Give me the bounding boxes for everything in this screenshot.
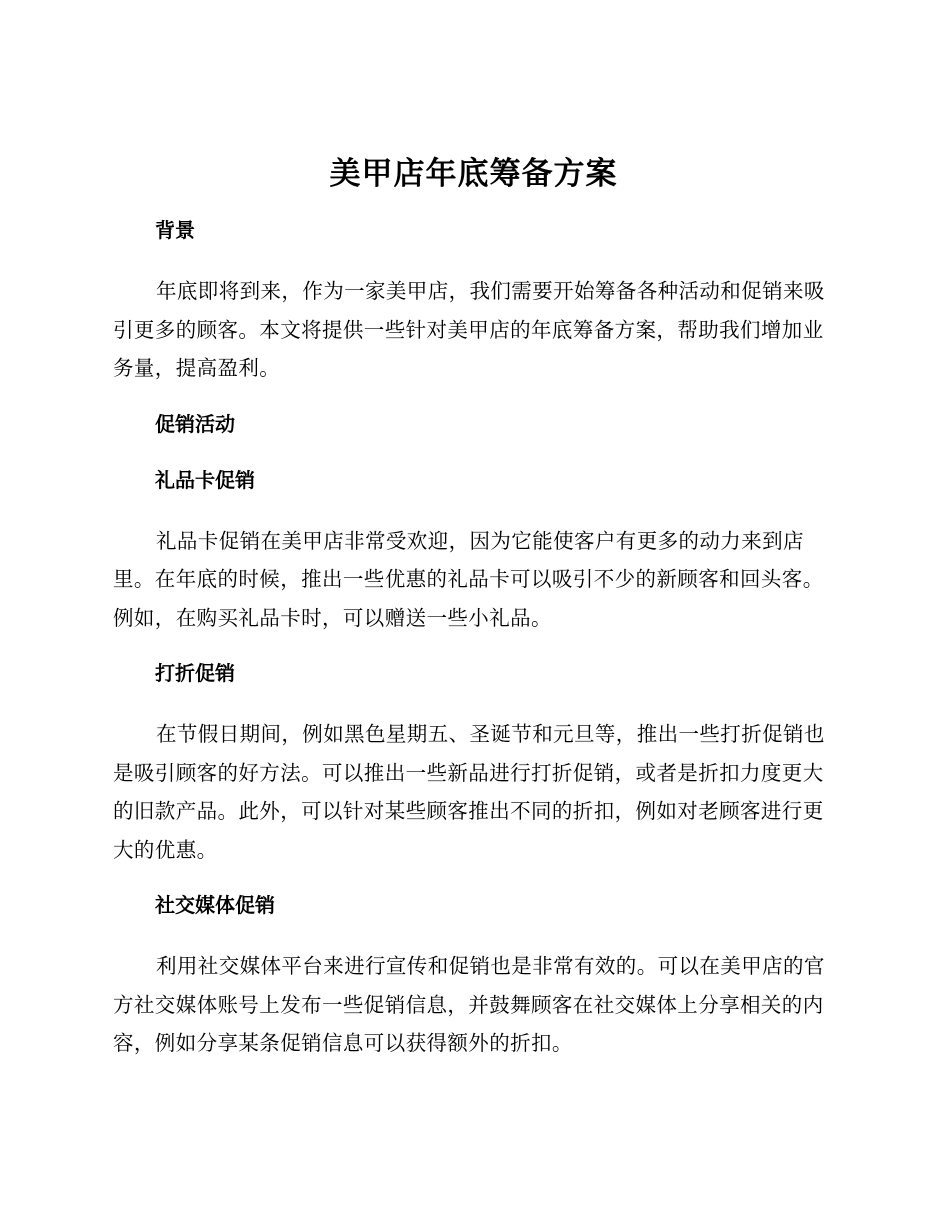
subsection-heading-giftcard: 礼品卡促销 bbox=[155, 467, 255, 492]
paragraph-giftcard: 礼品卡促销在美甲店非常受欢迎，因为它能使客户有更多的动力来到店里。在年底的时候，推出一些优惠的礼品卡可以吸引不少的新顾客和回头客。例如，在购买礼品卡时，可以赠送一些小礼品。 bbox=[113, 528, 824, 630]
subsection-heading-discount: 打折促销 bbox=[155, 661, 235, 685]
paragraph-background: 年底即将到来，作为一家美甲店，我们需要开始筹备各种活动和促销来吸引更多的顾客。本文将提供一些针对美甲店的年底筹备方案，帮助我们增加业务量，提高盈利。 bbox=[113, 279, 825, 380]
section-heading-promotions: 促销活动 bbox=[155, 411, 235, 436]
document-title: 美甲店年底筹备方案 bbox=[329, 156, 618, 192]
subsection-heading-social-media: 社交媒体促销 bbox=[155, 893, 275, 917]
section-heading-background: 背景 bbox=[155, 218, 195, 242]
paragraph-social-media: 利用社交媒体平台来进行宣传和促销也是非常有效的。可以在美甲店的官方社交媒体账号上发布一些促销信息，并鼓舞顾客在社交媒体上分享相关的内容，例如分享某条促销信息可以获得额外的折扣。 bbox=[113, 954, 825, 1055]
paragraph-discount: 在节假日期间，例如黑色星期五、圣诞节和元旦等，推出一些打折促销也是吸引顾客的好方法。可以推出一些新品进行打折促销，或者是折扣力度更大的旧款产品。此外，可以针对某些顾客推出不同的折扣，例如对老顾客进行更大的优惠。 bbox=[113, 722, 825, 862]
